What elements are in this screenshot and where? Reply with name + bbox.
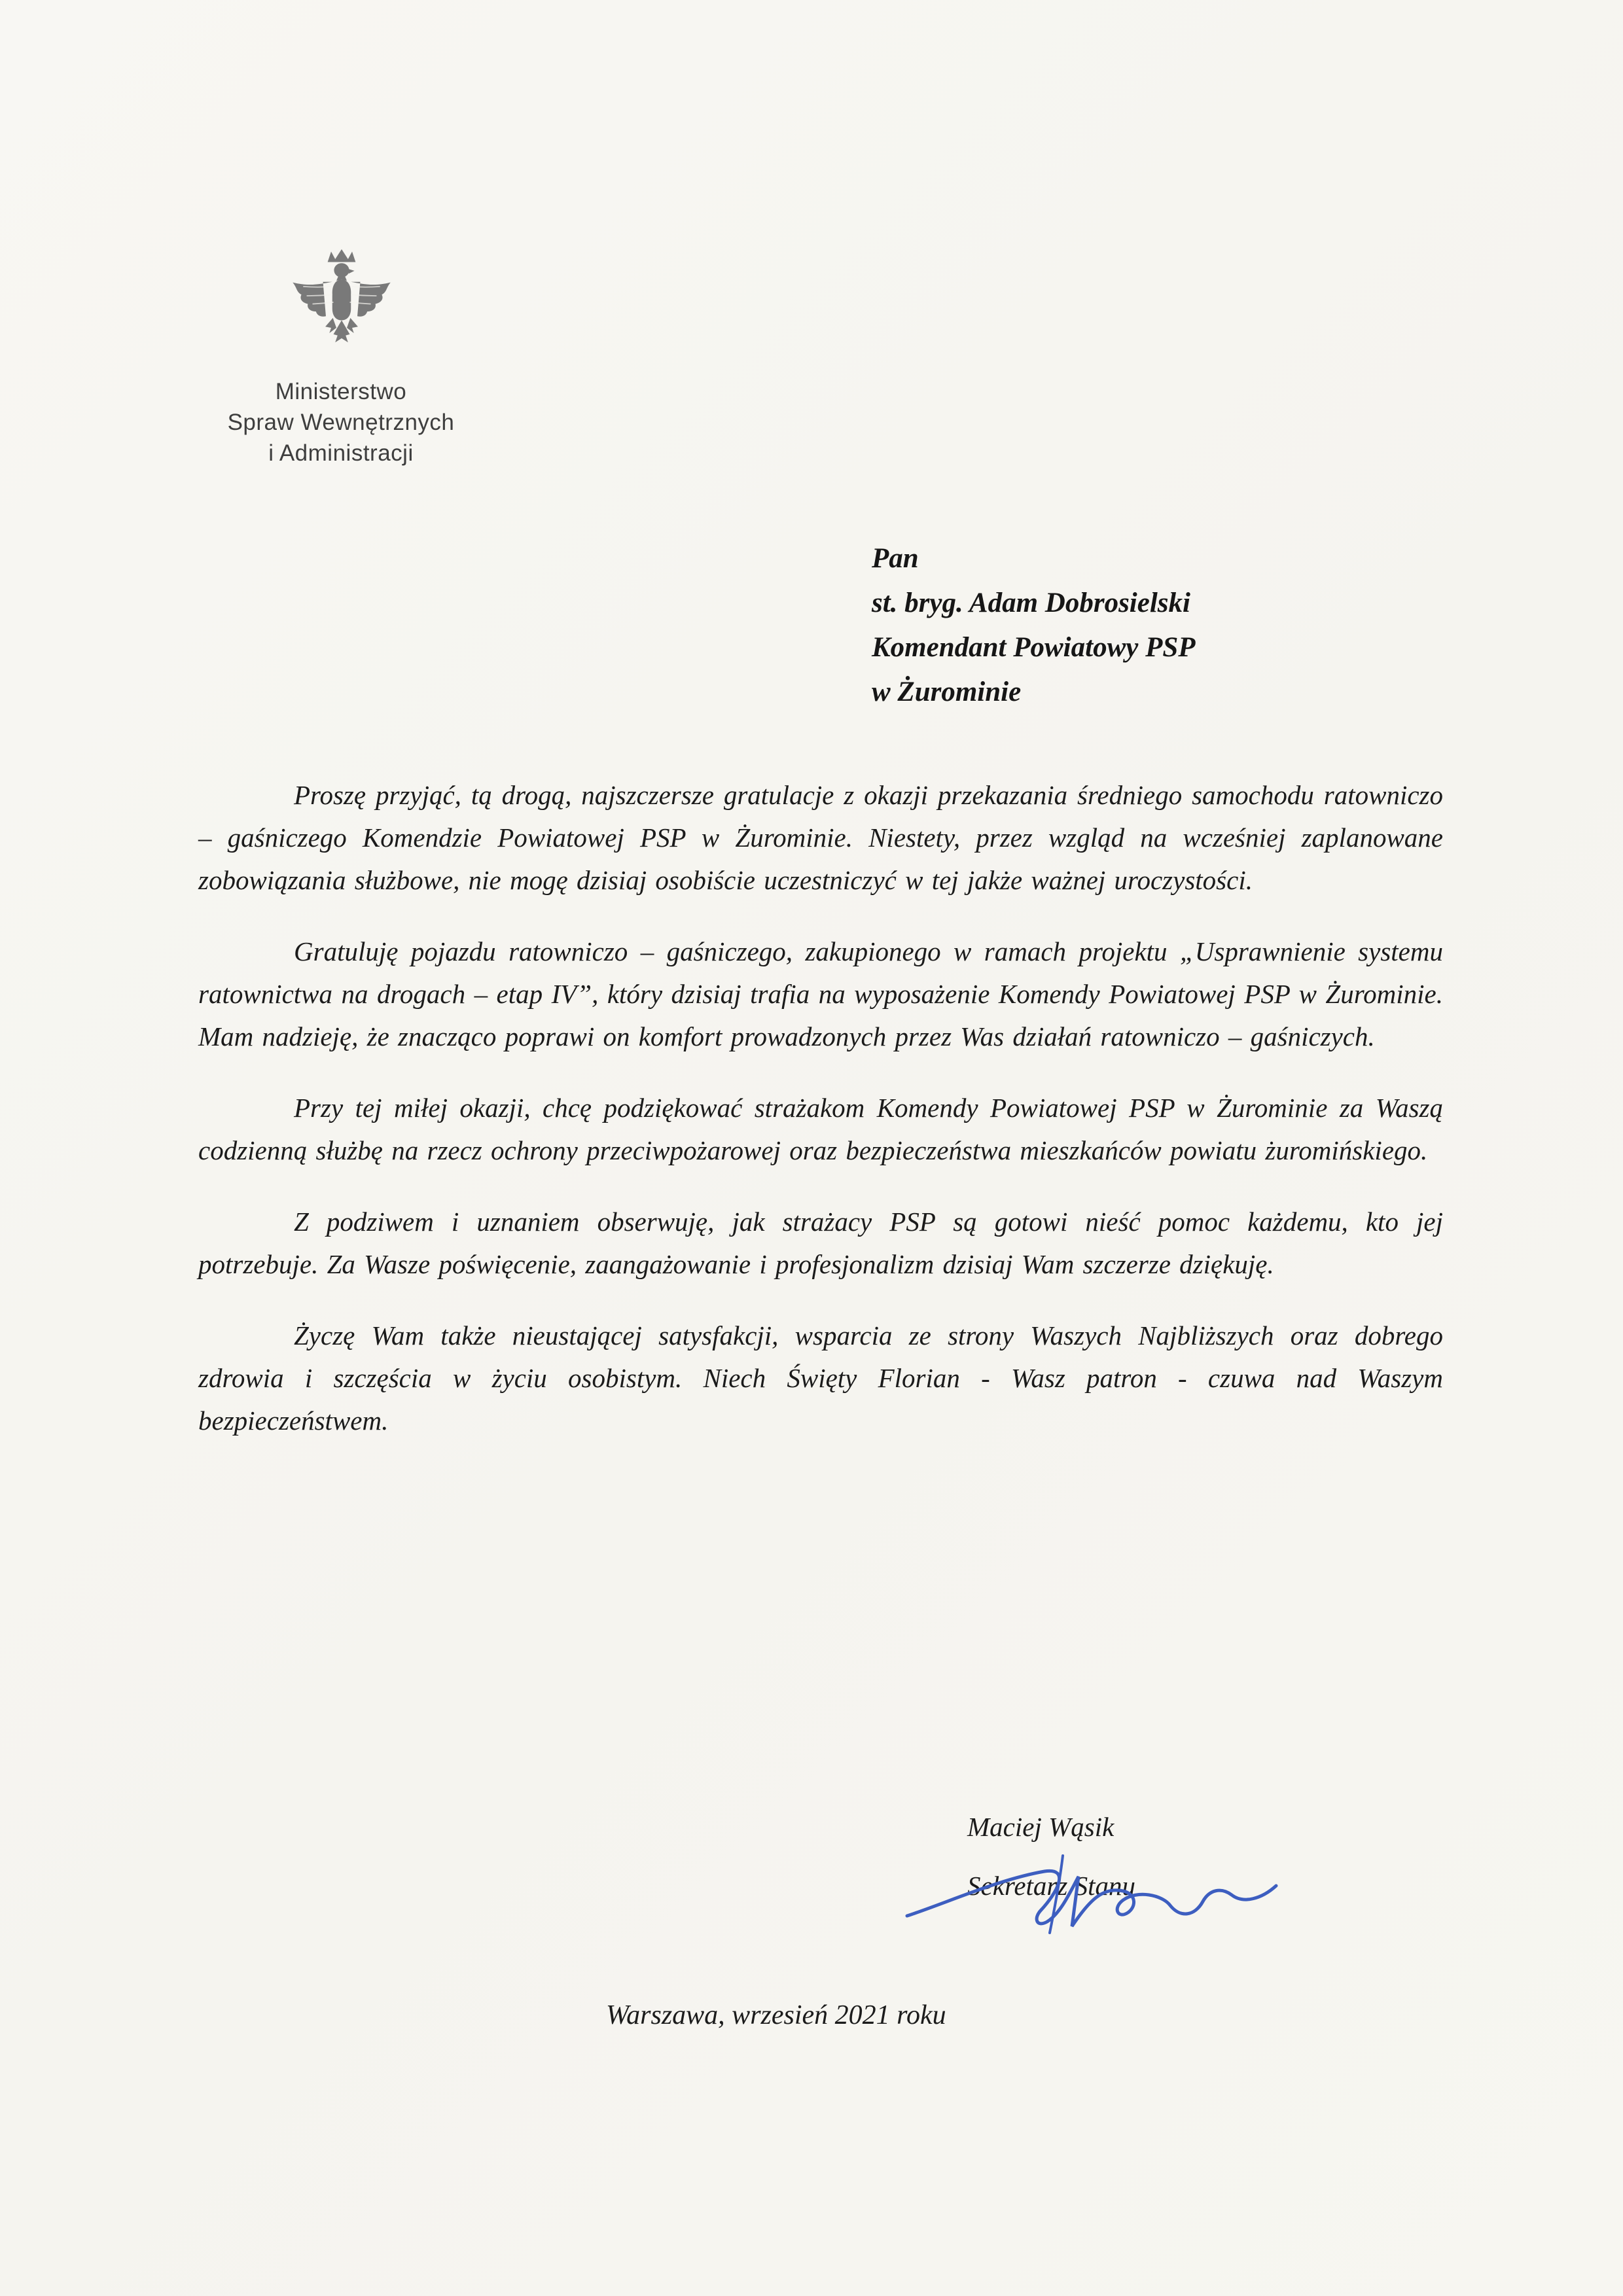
signatory-name: Maciej Wąsik (967, 1812, 1115, 1842)
ministry-line: Spraw Wewnętrznych (227, 410, 455, 435)
letter-body (198, 774, 1443, 1471)
ministry-name (164, 376, 518, 468)
paragraph: Życzę Wam także nieustającej satysfakcji, wsparcia ze strony Waszych Najbliższych oraz dobrego zdrowia i szczęścia w życiu osobistym. Niech Święty Florian - Wasz patron - czuwa nad Waszym bezpieczeństwem. (198, 1320, 1443, 1436)
recipient-title: Komendant Powiatowy PSP (872, 632, 1196, 663)
signature-block (967, 1811, 1135, 1901)
recipient-block (872, 537, 1196, 715)
ministry-line: Ministerstwo (275, 379, 407, 404)
recipient-salutation: Pan (872, 543, 919, 574)
paragraph: Gratuluję pojazdu ratowniczo – gaśniczego, zakupionego w ramach projektu „Usprawnienie systemu ratownictwa na drogach – etap IV”, który dzisiaj trafia na wyposażenie Komendy Powiatowej PSP w Żurominie. Mam nadzieję, że znacząco poprawi on komfort prowadzonych przez Was działań ratowniczo – gaśniczych. (198, 936, 1443, 1051)
polish-eagle-emblem-icon (283, 243, 400, 370)
recipient-name: st. bryg. Adam Dobrosielski (872, 588, 1190, 618)
paragraph: Proszę przyjąć, tą drogą, najszczersze gratulacje z okazji przekazania średniego samochodu ratowniczo – gaśniczego Komendzie Powiatowej PSP w Żurominie. Niestety, przez wzgląd na wcześniej zaplanowane zobowiązania służbowe, nie mogę dzisiaj osobiście uczestniczyć w tej jakże ważnej uroczystości. (198, 780, 1443, 895)
paragraph: Przy tej miłej okazji, chcę podziękować strażakom Komendy Powiatowej PSP w Żurominie za Waszą codzienną służbę na rzecz ochrony przeciwpożarowej oraz bezpieczeństwa mieszkańców powiatu żuromińskiego. (198, 1093, 1443, 1165)
paragraph: Z podziwem i uznaniem obserwuję, jak strażacy PSP są gotowi nieść pomoc każdemu, kto jej potrzebuje. Za Wasze poświęcenie, zaangażowanie i profesjonalizm dzisiaj Wam szczerze dziękuję. (198, 1207, 1443, 1279)
signatory-title: Sekretarz Stanu (967, 1871, 1135, 1901)
date-line: Warszawa, wrzesień 2021 roku (606, 2000, 946, 2030)
recipient-location: w Żurominie (872, 677, 1022, 707)
ministry-line: i Administracji (268, 440, 414, 466)
